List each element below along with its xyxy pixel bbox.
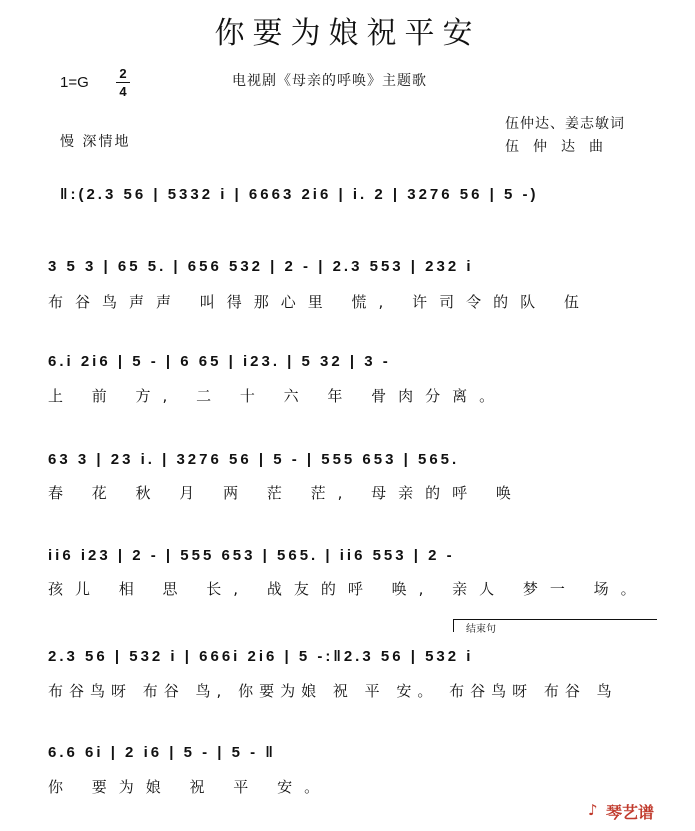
- score-line-5-notes: ii6 i23 | 2 - | 555 653 | 565. | ii6 553 | 2 -: [48, 547, 455, 564]
- score-line-4-notes: 63 3 | 23 i. | 3276 56 | 5 - | 555 653 | 565.: [48, 451, 460, 468]
- watermark-text: 琴艺谱: [606, 803, 655, 822]
- score-line-4-lyrics: 春 花 秋 月 两 茫 茫, 母亲的呼 唤: [48, 484, 523, 502]
- score-line-2-lyrics: 布谷鸟声声 叫得那心里 慌, 许司令的队 伍: [48, 293, 591, 311]
- ending-label: 结束句: [466, 624, 496, 635]
- song-title: 你要为娘祝平安: [214, 16, 481, 51]
- score-line-6-notes: 2.3 56 | 532 i | 666i 2i6 | 5 -:‖2.3 56 | 532 i: [48, 648, 474, 665]
- tempo-marking: 慢 深情地: [60, 134, 131, 150]
- time-signature-top: 2: [119, 66, 127, 81]
- composer-credit: 伍仲达曲: [505, 139, 617, 155]
- subtitle: 电视剧《母亲的呼唤》主题歌: [232, 73, 427, 89]
- score-line-2-notes: 3 5 3 | 65 5. | 656 532 | 2 - | 2.3 553 | 232 i: [48, 258, 474, 275]
- watermark-logo-icon: ♪: [588, 801, 598, 819]
- key-signature: 1=G: [60, 74, 89, 91]
- score-line-6-lyrics: 布谷鸟呀 布谷 鸟, 你要为娘 祝 平 安。 布谷鸟呀 布谷 鸟: [48, 682, 618, 700]
- score-line-7-notes: 6.6 6i | 2 i6 | 5 - | 5 - ‖: [48, 744, 276, 761]
- time-signature-bottom: 4: [119, 84, 127, 99]
- score-line-1-notes: ‖:(2.3 56 | 5332 i | 6663 2i6 | i. 2 | 3276 56 | 5 -): [60, 186, 539, 203]
- score-line-5-lyrics: 孩儿 相 思 长, 战友的呼 唤, 亲人 梦一 场。: [48, 580, 648, 598]
- score-line-3-notes: 6.i 2i6 | 5 - | 6 65 | i23. | 5 32 | 3 -: [48, 353, 391, 370]
- score-line-7-lyrics: 你 要为娘 祝 平 安。: [48, 778, 332, 796]
- time-signature: [116, 66, 130, 99]
- score-line-3-lyrics: 上 前 方, 二 十 六 年 骨肉分离。: [48, 387, 507, 405]
- lyricist-credit: 伍仲达、姜志敏词: [505, 116, 625, 132]
